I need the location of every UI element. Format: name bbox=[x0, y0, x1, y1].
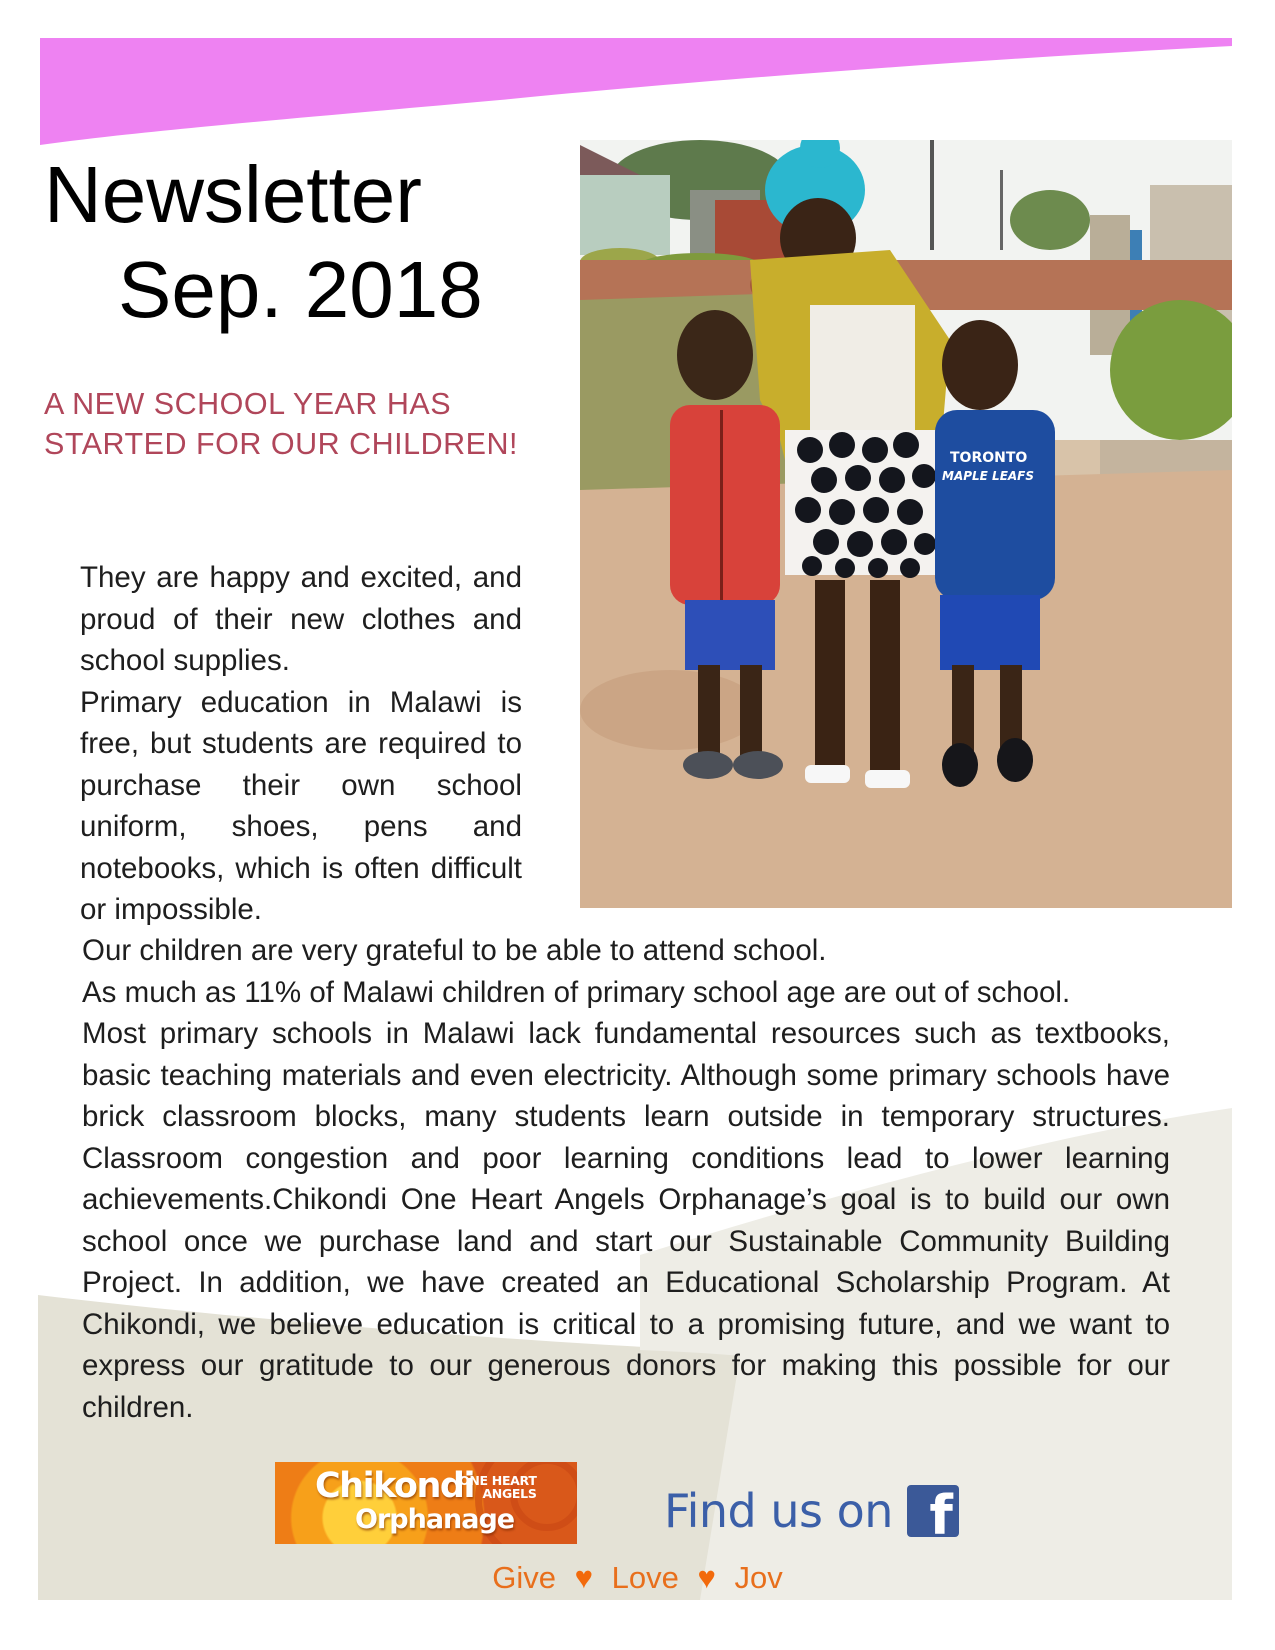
paragraph: They are happy and excited, and proud of their new clothes and school supplies. bbox=[80, 561, 522, 677]
article-heading: A NEW SCHOOL YEAR HAS STARTED FOR OUR CHILDREN! bbox=[44, 387, 518, 461]
body-text bbox=[82, 930, 1170, 1428]
logo-small-text bbox=[459, 1474, 537, 1500]
logo-sub-text: Orphanage bbox=[355, 1504, 515, 1535]
chikondi-logo[interactable] bbox=[275, 1462, 577, 1544]
facebook-glyph: f bbox=[929, 1485, 953, 1537]
children-photo bbox=[580, 140, 1232, 908]
tagline bbox=[0, 1560, 1275, 1596]
shirt-text: TORONTO bbox=[950, 450, 1028, 466]
find-us-label: Find us on bbox=[664, 1484, 893, 1538]
paragraph: Our children are very grateful to be able to attend school. bbox=[82, 934, 827, 967]
header-band bbox=[40, 38, 1232, 145]
side-text bbox=[80, 557, 522, 931]
newsletter-date: Sep. 2018 bbox=[118, 245, 483, 334]
newsletter-title: Newsletter bbox=[44, 150, 422, 239]
paragraph: Primary education in Malawi is free, but students are required to purchase their own school uniform, shoes, pens and notebooks, which is often difficult or impossible. bbox=[80, 685, 522, 926]
paragraph: As much as 11% of Malawi children of primary school age are out of school. bbox=[82, 975, 1071, 1009]
heart-icon: ♥ bbox=[697, 1560, 716, 1595]
svg-text:MAPLE LEAFS: MAPLE LEAFS bbox=[942, 469, 1035, 483]
logo-small-line1: ONE HEART bbox=[459, 1473, 537, 1488]
facebook-icon[interactable] bbox=[907, 1485, 959, 1537]
logo-main-text: Chikondi bbox=[315, 1466, 474, 1506]
logo-small-line2: ANGELS bbox=[482, 1486, 537, 1501]
facebook-link[interactable] bbox=[664, 1484, 959, 1538]
tagline-love: Love bbox=[611, 1560, 679, 1595]
heart-icon: ♥ bbox=[574, 1560, 593, 1595]
paragraph: Most primary schools in Malawi lack fundamental resources such as textbooks, basic teaching materials and even electricity. Although some primary schools have brick classroom blocks, many students learn outside in temporary structures. Classroom congestion and poor learning conditions lead to lower learning achievements.Chikondi One Heart Angels Orphanage’s goal is to build our own school once we purchase land and start our Sustainable Community Building Project. In addition, we have created an Educational Scholarship Program. At Chikondi, we believe education is critical to a promising future, and we want to express our gratitude to our generous donors for making this possible for our children. bbox=[82, 1017, 1170, 1424]
tagline-give: Give bbox=[492, 1560, 556, 1595]
photo-illustration bbox=[580, 140, 1232, 908]
tagline-joy: Jov bbox=[734, 1560, 783, 1595]
